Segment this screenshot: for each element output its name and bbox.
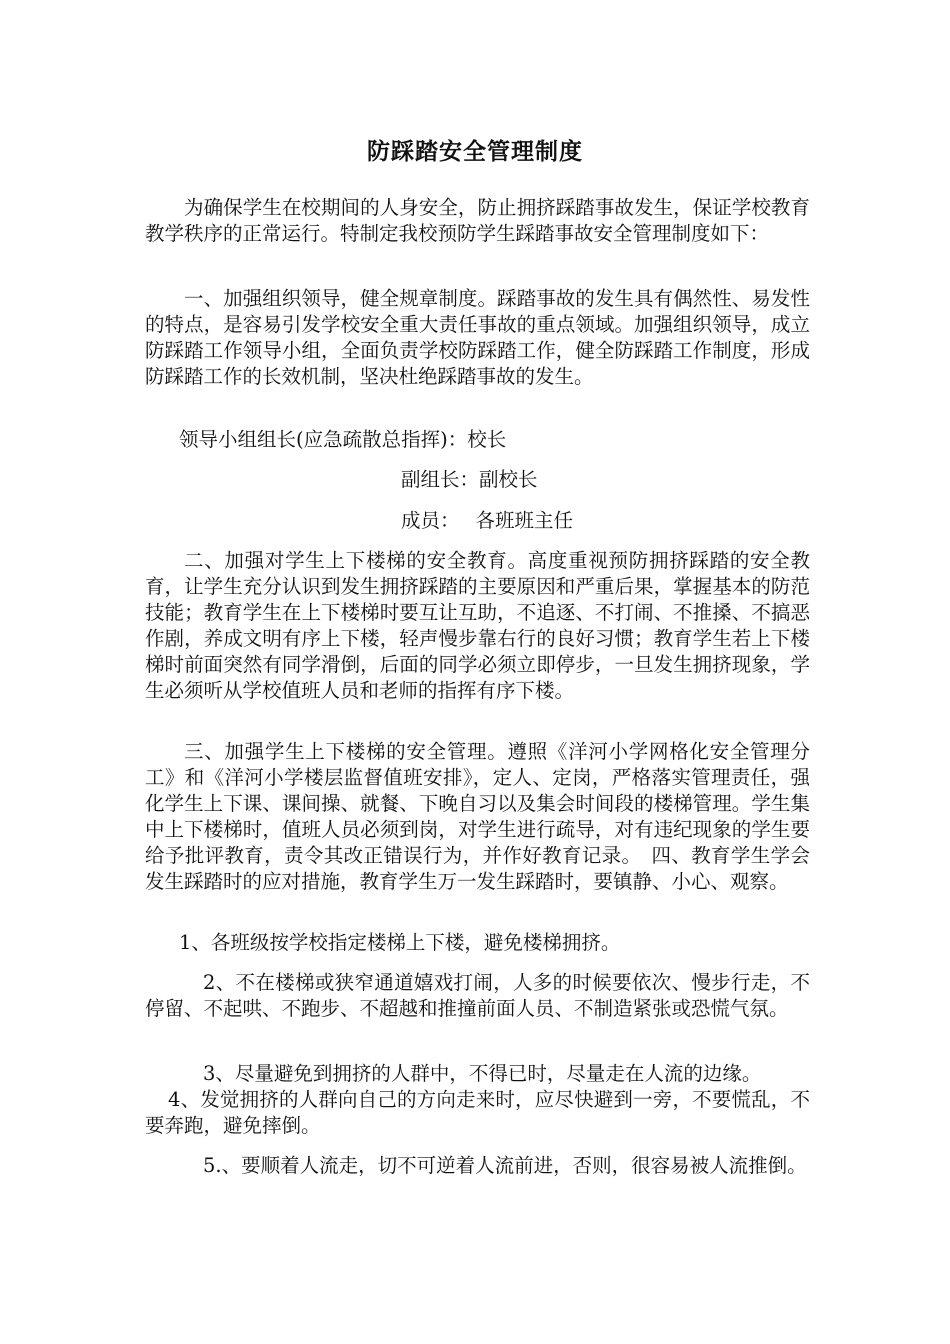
deputy-line: 副组长：副校长 [401, 468, 538, 491]
page-title: 防踩踏安全管理制度 [367, 138, 583, 165]
members-line: 成员： 各班班主任 [401, 509, 573, 532]
section-1-paragraph: 一、加强组织领导，健全规章制度。踩踏事故的发生具有偶然性、易发性的特点，是容易引发学校安全重大责任事故的重点领域。加强组织领导，成立防踩踏工作领导小组，全面负责学校防踩踏工作，健全防踩踏工作制度，形成防踩踏工作的长效机制，坚决杜绝踩踏事故的发生。 [145, 287, 810, 388]
list-item-5: 5.、要顺着人流走，切不可逆着人流前进，否则，很容易被人流推倒。 [203, 1154, 807, 1177]
section-2-paragraph: 二、加强对学生上下楼梯的安全教育。高度重视预防拥挤踩踏的安全教育，让学生充分认识到发生拥挤踩踏的主要原因和严重后果，掌握基本的防范技能；教育学生在上下楼梯时要互让互助，不追逐、不打闹、不推搡、不搞恶作剧，养成文明有序上下楼，轻声慢步靠右行的良好习惯；教育学生若上下楼梯时前面突然有同学滑倒，后面的同学必须立即停步，一旦发生拥挤现象，学生必须听从学校值班人员和老师的指挥有序下楼。 [145, 549, 810, 702]
list-item-2: 2、不在楼梯或狭窄通道嬉戏打闹，人多的时候要依次、慢步行走，不停留、不起哄、不跑步、不超越和推撞前面人员、不制造紧张或恐慌气氛。 [145, 971, 810, 1020]
list-item-3: 3、尽量避免到拥挤的人群中，不得已时，尽量走在人流的边缘。 [203, 1062, 762, 1085]
list-item-4: 4、发觉拥挤的人群向自己的方向走来时，应尽快避到一旁，不要慌乱，不要奔跑，避免摔倒。 [145, 1088, 810, 1137]
list-item-1: 1、各班级按学校指定楼梯上下楼，避免楼梯拥挤。 [179, 931, 621, 954]
intro-paragraph: 为确保学生在校期间的人身安全，防止拥挤踩踏事故发生，保证学校教育教学秩序的正常运行。特制定我校预防学生踩踏事故安全管理制度如下： [145, 196, 810, 245]
section-3-paragraph: 三、加强学生上下楼梯的安全管理。遵照《洋河小学网格化安全管理分工》和《洋河小学楼层监督值班安排》，定人、定岗，严格落实管理责任，强化学生上下课、课间操、就餐、下晚自习以及集会时间段的楼梯管理。学生集中上下楼梯时，值班人员必须到岗，对学生进行疏导，对有违纪现象的学生要给予批评教育，责令其改正错误行为，并作好教育记录。 四、教育学生学会发生踩踏时的应对措施，教育学生万一发生踩踏时，要镇静、小心、观察。 [145, 740, 810, 893]
leader-line: 领导小组组长(应急疏散总指挥)：校长 [179, 428, 507, 451]
